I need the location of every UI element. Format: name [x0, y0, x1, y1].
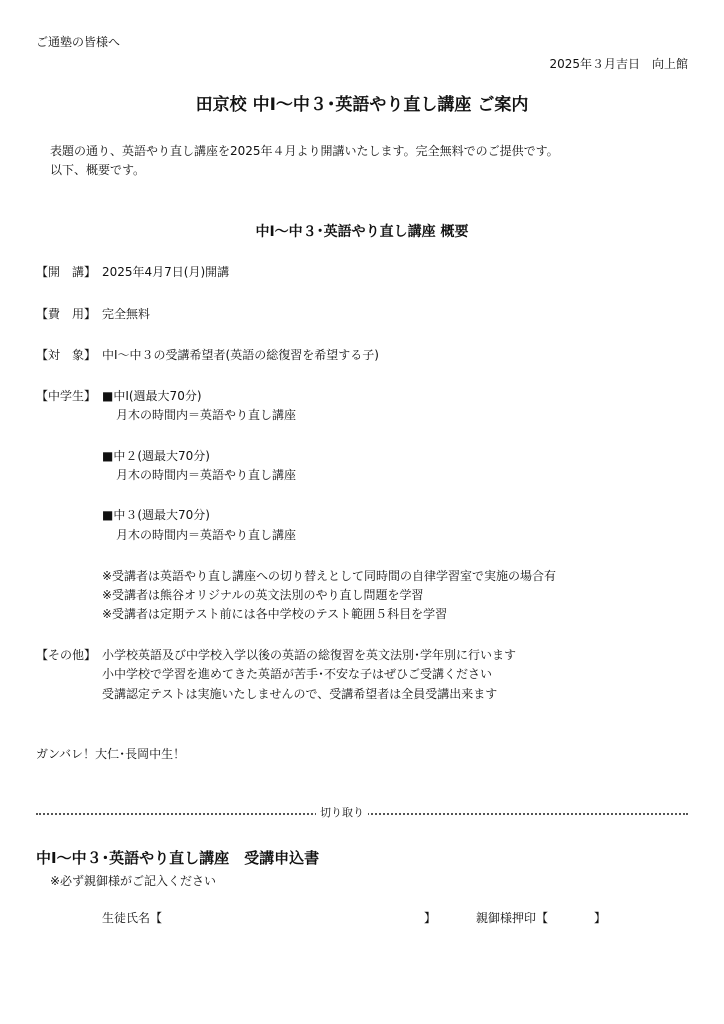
- grade-3-name: ■中３(週最大70分): [102, 508, 210, 522]
- fee-value: 完全無料: [102, 307, 151, 321]
- form-title: 中Ⅰ～中３･英語やり直し講座 受講申込書: [36, 849, 320, 867]
- cheer-text: ガンバレ！大仁･長岡中生！: [36, 747, 186, 761]
- parent-seal-field[interactable]: [476, 910, 606, 926]
- intro-line-2: 以下、概要です。: [50, 163, 146, 177]
- note-3: ※受講者は定期テスト前には各中学校のテスト範囲５科目を学習: [102, 607, 448, 621]
- page-title: 田京校 中Ⅰ～中３･英語やり直し講座 ご案内: [195, 95, 529, 115]
- cut-label: 切り取り: [316, 806, 368, 820]
- student-name-field[interactable]: [102, 910, 436, 926]
- grade-2-detail: 月木の時間内＝英語やり直し講座: [116, 468, 297, 482]
- recipient: ご通塾の皆様へ: [36, 35, 121, 49]
- start-label: 【開 講】: [36, 265, 97, 279]
- student-name-close: 】: [423, 911, 436, 925]
- junior-high-label: 【中学生】: [36, 389, 97, 403]
- other-line-3: 受講認定テストは実施いたしませんので、受講希望者は全員受講出来ます: [102, 687, 498, 701]
- grade-3-detail: 月木の時間内＝英語やり直し講座: [116, 528, 297, 542]
- fee-label: 【費 用】: [36, 307, 97, 321]
- note-1: ※受講者は英語やり直し講座への切り替えとして同時間の自律学習室で実施の場合有: [102, 569, 557, 583]
- target-row: [36, 347, 379, 363]
- start-value: 2025年4月7日(月)開講: [102, 265, 230, 279]
- grade-2-name: ■中２(週最大70分): [102, 449, 210, 463]
- other-line-2: 小中学校で学習を進めてきた英語が苦手･不安な子はぜひご受講ください: [102, 667, 493, 681]
- intro-line-1: 表題の通り、英語やり直し講座を2025年４月より開講いたします。完全無料でのご提供です。: [50, 144, 559, 158]
- date-issuer: 2025年３月吉日 向上館: [549, 57, 688, 71]
- student-name-label: 生徒氏名【: [102, 911, 163, 925]
- form-note: ※必ず親御様がご記入ください: [50, 874, 217, 888]
- grade-1-name: ■中Ⅰ(週最大70分): [102, 389, 202, 403]
- parent-seal-label: 親御様押印【: [476, 911, 549, 925]
- other-line-1: 小学校英語及び中学校入学以後の英語の総復習を英文法別･学年別に行います: [102, 648, 517, 662]
- parent-seal-close: 】: [593, 911, 606, 925]
- start-row: [36, 264, 229, 280]
- grade-1-detail: 月木の時間内＝英語やり直し講座: [116, 408, 297, 422]
- target-value: 中Ⅰ～中３の受講希望者(英語の総復習を希望する子): [102, 348, 379, 362]
- summary-heading: 中Ⅰ～中３･英語やり直し講座 概要: [255, 224, 469, 240]
- other-label: 【その他】: [36, 648, 97, 662]
- note-2: ※受講者は熊谷オリジナルの英文法別のやり直し問題を学習: [102, 588, 424, 602]
- fee-row: [36, 306, 150, 322]
- target-label: 【対 象】: [36, 348, 97, 362]
